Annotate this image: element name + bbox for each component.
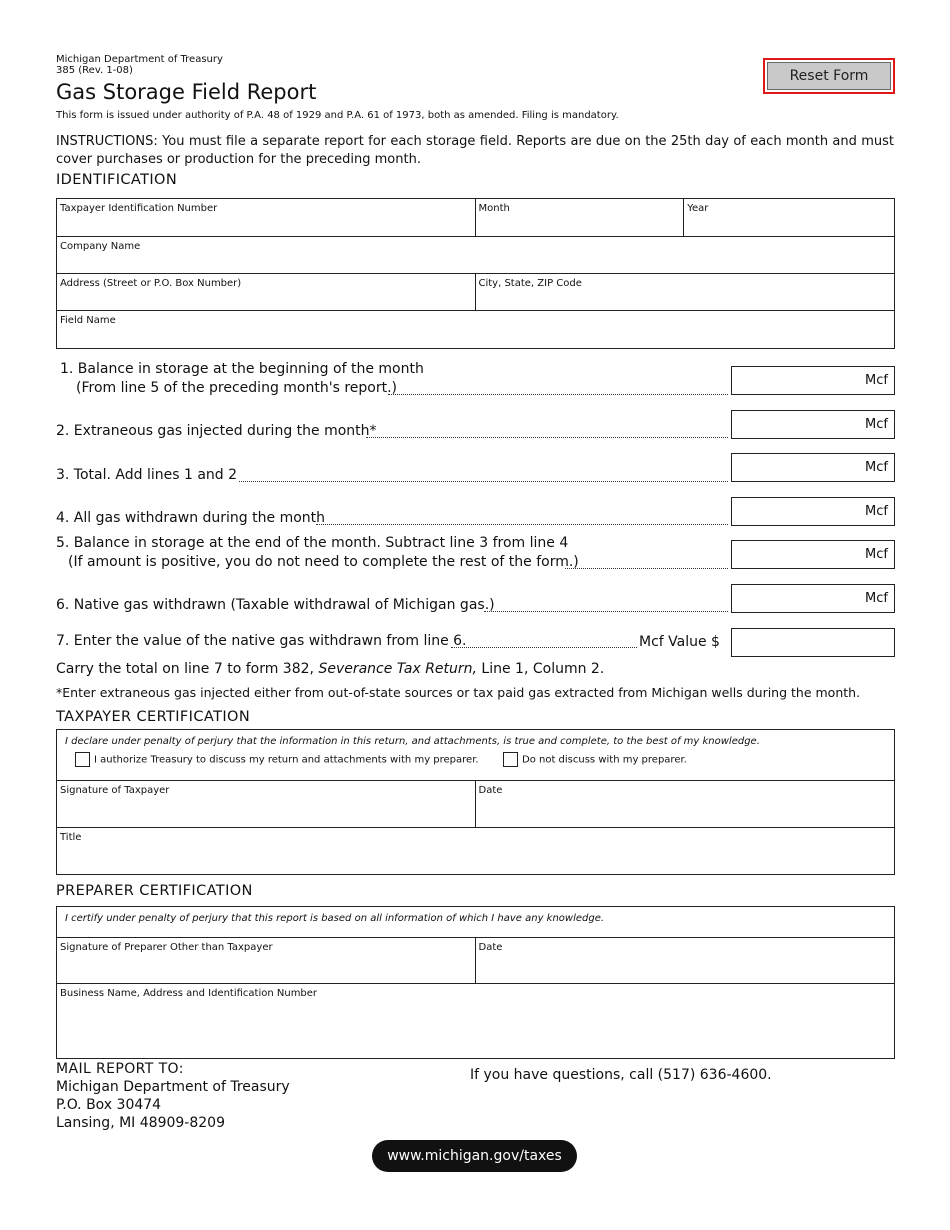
phone-note: If you have questions, call (517) 636-4600. bbox=[470, 1067, 772, 1083]
mail-line-3: Lansing, MI 48909-8209 bbox=[56, 1115, 225, 1131]
line-7-unit: Mcf Value $ bbox=[639, 634, 720, 650]
taxpayer-date-label: Date bbox=[478, 785, 503, 796]
line-5-leader bbox=[565, 568, 728, 569]
line-7-leader bbox=[451, 647, 637, 648]
line-7-input[interactable] bbox=[731, 628, 895, 657]
line-1-leader bbox=[388, 394, 728, 395]
authority-text: This form is issued under authority of P.A. 48 of 1929 and P.A. 61 of 1973, both as amended. Filing is mandatory. bbox=[56, 110, 619, 121]
line-2-unit: Mcf bbox=[865, 417, 888, 432]
line-2-input[interactable] bbox=[731, 410, 895, 439]
line-1-input[interactable] bbox=[731, 366, 895, 395]
mail-heading: MAIL REPORT TO: bbox=[56, 1061, 184, 1077]
field-name-field[interactable] bbox=[57, 311, 895, 349]
line-2-label: 2. Extraneous gas injected during the month* bbox=[56, 423, 377, 439]
preparer-business-field[interactable] bbox=[57, 984, 895, 1059]
taxpayer-signature-label: Signature of Taxpayer bbox=[60, 785, 170, 796]
identification-heading: IDENTIFICATION bbox=[56, 172, 178, 188]
address-label: Address (Street or P.O. Box Number) bbox=[60, 278, 242, 289]
authorize-option bbox=[75, 752, 479, 767]
preparer-cert-table bbox=[56, 906, 895, 1059]
line-1-unit: Mcf bbox=[865, 373, 888, 388]
line-5-input[interactable] bbox=[731, 540, 895, 569]
line-6-input[interactable] bbox=[731, 584, 895, 613]
preparer-business-label: Business Name, Address and Identification Number bbox=[60, 988, 318, 999]
year-field[interactable] bbox=[684, 199, 895, 237]
preparer-declaration: I certify under penalty of perjury that this report is based on all information of which I have any knowledge. bbox=[65, 913, 605, 924]
tin-field[interactable] bbox=[57, 199, 476, 237]
company-name-label: Company Name bbox=[60, 241, 141, 252]
preparer-date-label: Date bbox=[478, 942, 503, 953]
line-2-leader bbox=[366, 437, 728, 438]
taxpayer-signature-field[interactable] bbox=[57, 781, 476, 828]
page-title: Gas Storage Field Report bbox=[56, 80, 317, 104]
city-state-zip-label: City, State, ZIP Code bbox=[478, 278, 582, 289]
line-4-input[interactable] bbox=[731, 497, 895, 526]
taxpayer-cert-table bbox=[56, 729, 895, 875]
month-label: Month bbox=[478, 203, 510, 214]
line-5-label: 5. Balance in storage at the end of the month. Subtract line 3 from line 4 bbox=[56, 535, 569, 551]
line-5-sublabel: (If amount is positive, you do not need to complete the rest of the form.) bbox=[68, 554, 579, 570]
taxpayer-cert-heading: TAXPAYER CERTIFICATION bbox=[56, 709, 251, 725]
taxpayer-title-field[interactable] bbox=[57, 828, 895, 875]
line-4-leader bbox=[316, 524, 728, 525]
field-name-label: Field Name bbox=[60, 315, 116, 326]
carry-note bbox=[56, 660, 604, 679]
line-6-unit: Mcf bbox=[865, 591, 888, 606]
no-discuss-option bbox=[503, 752, 687, 767]
reset-form-frame bbox=[763, 58, 895, 94]
taxpayer-date-field[interactable] bbox=[475, 781, 894, 828]
agency-name: Michigan Department of Treasury bbox=[56, 54, 223, 65]
line-4-label: 4. All gas withdrawn during the month bbox=[56, 510, 326, 526]
authorize-label: I authorize Treasury to discuss my return and attachments with my preparer. bbox=[94, 754, 479, 766]
line-3-label: 3. Total. Add lines 1 and 2 bbox=[56, 467, 238, 483]
preparer-date-field[interactable] bbox=[475, 938, 894, 984]
year-label: Year bbox=[687, 203, 709, 214]
no-discuss-checkbox[interactable] bbox=[503, 752, 518, 767]
line-1-label: 1. Balance in storage at the beginning of the month bbox=[60, 361, 424, 377]
reset-form-button[interactable]: Reset Form bbox=[767, 62, 891, 90]
line-3-unit: Mcf bbox=[865, 460, 888, 475]
taxpayer-declaration: I declare under penalty of perjury that the information in this return, and attachments, is true and complete, to the best of my knowledge. bbox=[65, 736, 760, 747]
identification-table bbox=[56, 198, 895, 349]
city-state-zip-field[interactable] bbox=[475, 274, 895, 311]
preparer-signature-label: Signature of Preparer Other than Taxpayer bbox=[60, 942, 273, 953]
line-3-leader bbox=[239, 481, 728, 482]
carry-note-pre: Carry the total on line 7 to form 382, bbox=[56, 661, 319, 677]
website-link[interactable]: www.michigan.gov/taxes bbox=[372, 1140, 577, 1172]
line-6-leader bbox=[484, 611, 728, 612]
line-6-label: 6. Native gas withdrawn (Taxable withdrawal of Michigan gas.) bbox=[56, 597, 495, 613]
line-4-unit: Mcf bbox=[865, 504, 888, 519]
carry-note-post: Line 1, Column 2. bbox=[476, 661, 605, 677]
line-5-unit: Mcf bbox=[865, 547, 888, 562]
footnote: *Enter extraneous gas injected either from out-of-state sources or tax paid gas extracted from Michigan wells during the month. bbox=[56, 685, 861, 700]
line-1-sublabel: (From line 5 of the preceding month's report.) bbox=[76, 380, 397, 396]
preparer-signature-field[interactable] bbox=[57, 938, 476, 984]
month-field[interactable] bbox=[475, 199, 684, 237]
instructions: INSTRUCTIONS: You must file a separate report for each storage field. Reports are due on the 25th day of each month and must cover purchases or production for the preceding month. bbox=[56, 134, 894, 167]
no-discuss-label: Do not discuss with my preparer. bbox=[522, 754, 687, 766]
form-number: 385 (Rev. 1-08) bbox=[56, 65, 133, 76]
mail-line-1: Michigan Department of Treasury bbox=[56, 1079, 290, 1095]
taxpayer-title-label: Title bbox=[60, 832, 82, 843]
address-field[interactable] bbox=[57, 274, 476, 311]
authorize-checkbox[interactable] bbox=[75, 752, 90, 767]
line-7-label: 7. Enter the value of the native gas withdrawn from line 6. bbox=[56, 633, 467, 649]
mail-address-block bbox=[56, 1060, 290, 1132]
line-3-input[interactable] bbox=[731, 453, 895, 482]
mail-line-2: P.O. Box 30474 bbox=[56, 1097, 162, 1113]
preparer-cert-heading: PREPARER CERTIFICATION bbox=[56, 883, 253, 899]
carry-note-form: Severance Tax Return, bbox=[318, 661, 477, 677]
company-name-field[interactable] bbox=[57, 237, 895, 274]
tin-label: Taxpayer Identification Number bbox=[60, 203, 218, 214]
